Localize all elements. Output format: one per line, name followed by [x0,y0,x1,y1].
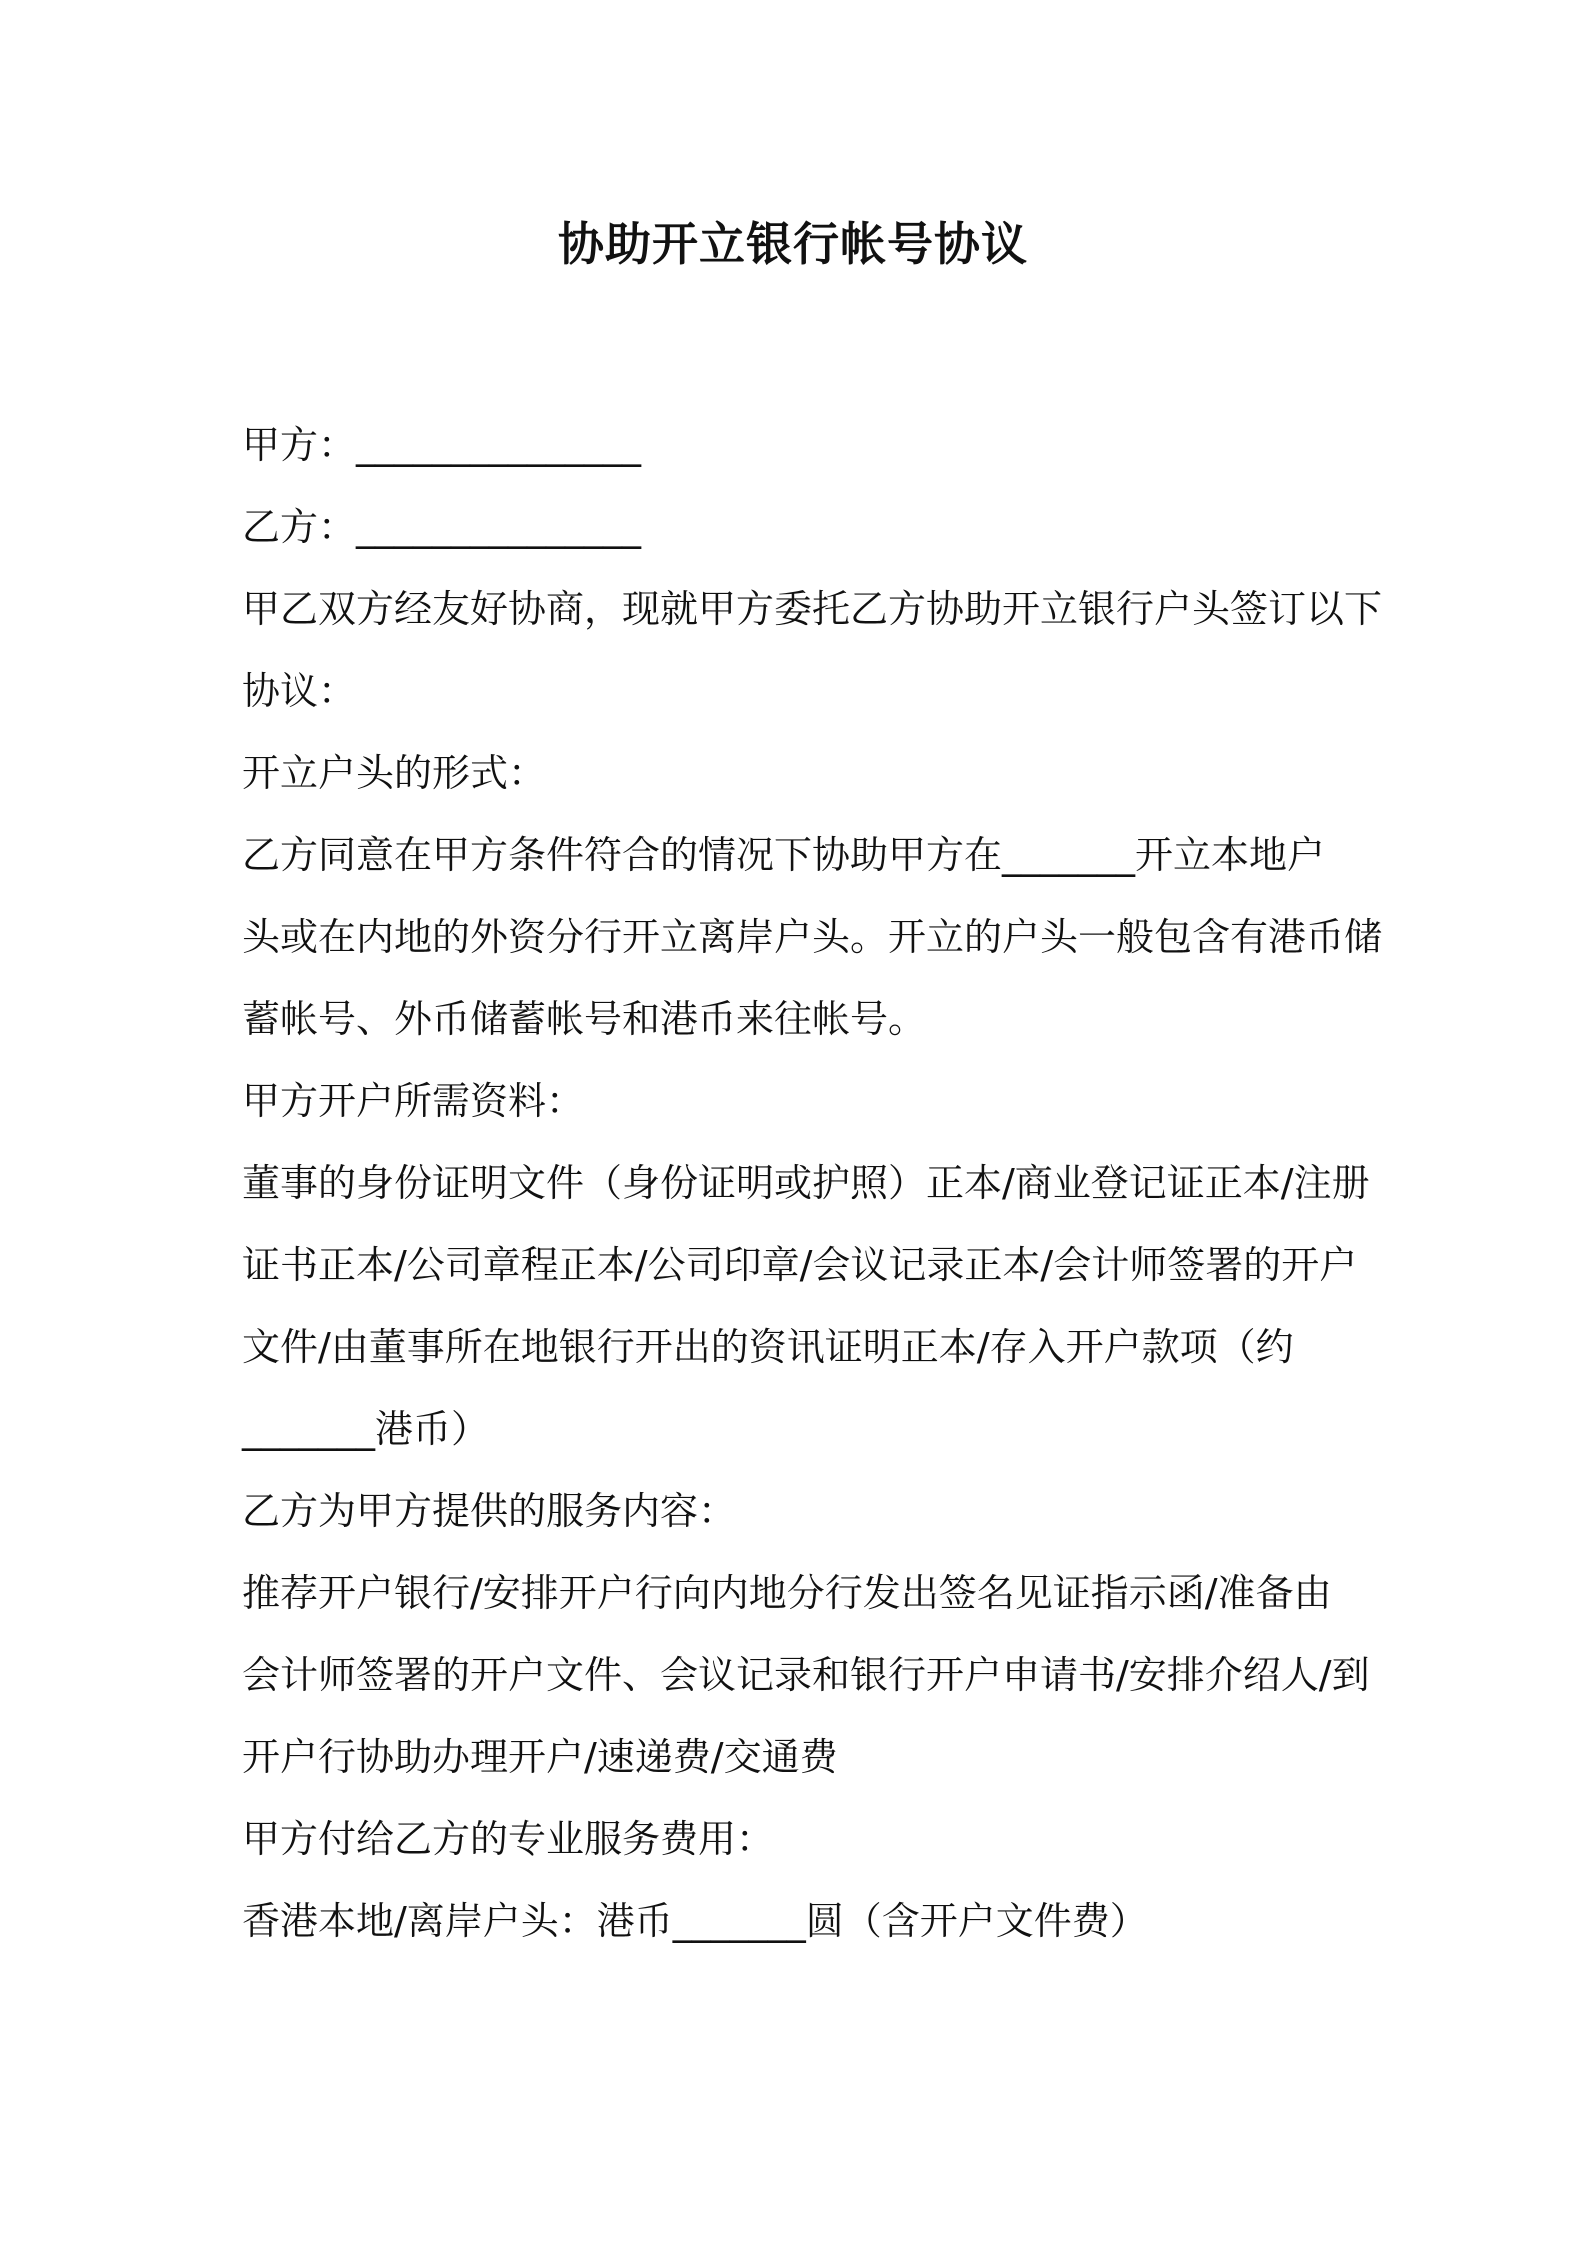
intro-paragraph-line: 协议： [242,669,357,713]
services-paragraph-line: 会计师签署的开户文件、会议记录和银行开户申请书/安排介绍人/到 [242,1653,1370,1697]
document-body [242,404,1383,1962]
services-paragraph-line: 推荐开户银行/安排开户行向内地分行发出签名见证指示函/准备由 [242,1571,1332,1615]
account-form-paragraph-line: 乙方同意在甲方条件符合的情况下协助甲方在_______开立本地户 [242,833,1326,877]
account-form-paragraph-line: 蓄帐号、外币储蓄帐号和港币来往帐号。 [242,997,927,1041]
section-heading-services: 乙方为甲方提供的服务内容： [242,1489,737,1533]
section-heading-required-documents: 甲方开户所需资料： [242,1079,585,1123]
party-b-line: 乙方：_______________ [242,505,642,549]
section-heading-fees: 甲方付给乙方的专业服务费用： [242,1817,775,1861]
party-a-line: 甲方：_______________ [242,423,642,467]
document-title: 协助开立银行帐号协议 [558,217,1028,271]
required-documents-paragraph-line: 董事的身份证明文件（身份证明或护照）正本/商业登记证正本/注册 [242,1161,1370,1205]
required-documents-paragraph-line: 证书正本/公司章程正本/公司印章/会议记录正本/会计师签署的开户 [242,1243,1358,1287]
required-documents-paragraph-line: 文件/由董事所在地银行开出的资讯证明正本/存入开户款项（约 [242,1325,1294,1369]
account-form-paragraph-line: 头或在内地的外资分行开立离岸户头。开立的户头一般包含有港币储 [242,915,1383,959]
fees-paragraph-line: 香港本地/离岸户头：港币_______圆（含开户文件费） [242,1899,1148,1943]
section-heading-account-form: 开立户头的形式： [242,751,547,795]
services-paragraph-line: 开户行协助办理开户/速递费/交通费 [242,1735,838,1779]
intro-paragraph-line: 甲乙双方经友好协商，现就甲方委托乙方协助开立银行户头签订以下 [242,587,1383,631]
required-documents-paragraph-line: _______港币） [242,1407,490,1451]
